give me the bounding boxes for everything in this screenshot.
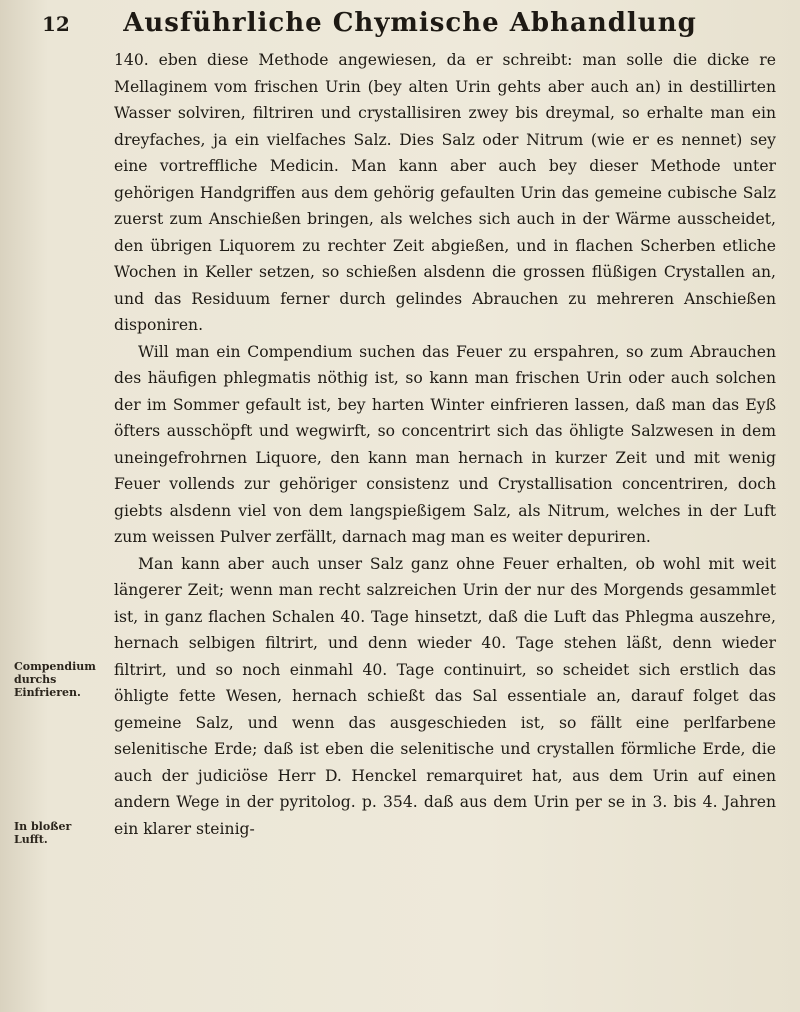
paragraph-continuation: 140. eben diese Methode angewiesen, da er schreibt: man solle die dicke re Mellaginem vom frischen Urin (bey alten Urin gehts aber auch an) in destillirten Wasser solviren, filtriren und crystallisiren zwey bis dreymal, so erhalte man ein dreyfaches, ja ein vielfaches Salz. Dies Salz oder Nitrum (wie er es nennet) sey eine vortreffliche Medicin. Man kann aber auch bey dieser Methode unter gehörigen Handgriffen aus dem gehörig gefaulten Urin das gemeine cubische Salz zuerst zum Anschießen bringen, als welches sich auch in der Wärme ausscheidet, den übrigen Liquorem zu rechter Zeit abgießen, und in flachen Scherben etliche Wochen in Keller setzen, so schießen alsdenn die grossen flüßigen Crystallen an, und das Residuum ferner durch gelindes Abrauchen zu mehreren Anschießen disponiren. [114,51,776,334]
margin-note-lufft: In bloßer Lufft. [14,820,72,846]
margin-note-compendium: Compendium durchs Einfrieren. [14,660,96,699]
body-text [114,47,776,842]
paragraph-compendium: Will man ein Compendium suchen das Feuer zu erspahren, so zum Abrauchen des häufigen phlegmatis nöthig ist, so kann man frischen Urin oder auch solchen der im Sommer gefault ist, bey harten Winter einfrieren lassen, daß man das Eyß öfters ausschöpft und wegwirft, so concentrirt sich das öhligte Salzwesen in dem uneingefrohrnen Liquore, den kann man hernach in kurzer Zeit und mit wenig Feuer vollends zur gehöriger consistenz und Crystallisation concentriren, doch giebts alsdenn viel von dem langspießigem Salz, als Nitrum, welches in der Luft zum weissen Pulver zerfällt, darnach mag man es weiter depuriren. [114,342,776,546]
paragraph-ohne-feuer: Man kann aber auch unser Salz ganz ohne Feuer erhalten, ob wohl mit weit längerer Zeit; wenn man recht salzreichen Urin der nur des Morgends gesammlet ist, in ganz flachen Schalen 40. Tage hinsetzt, daß die Luft das Phlegma auszehre, hernach selbigen filtrirt, und denn wieder 40. Tage stehen läßt, denn wieder filtrirt, und so noch einmahl 40. Tage continuirt, so scheidet sich erstlich das öhligte fette Wesen, hernach schießt das Sal essentiale an, darauf folget das gemeine Salz, und wenn das ausgeschieden ist, so fällt eine perlfarbene selenitische Erde; daß ist eben die selenitische und crystallen förmliche Erde, die auch der judiciöse Herr D. Henckel remarquiret hat, aus dem Urin auf einen andern Wege in der pyritolog. p. 354. daß aus dem Urin per se in 3. bis 4. Jahren ein klarer steinig- [114,554,776,838]
page-header [40,8,780,48]
running-title: Ausführliche Chymische Abhandlung [123,8,697,38]
page-number: 12 [42,12,70,36]
